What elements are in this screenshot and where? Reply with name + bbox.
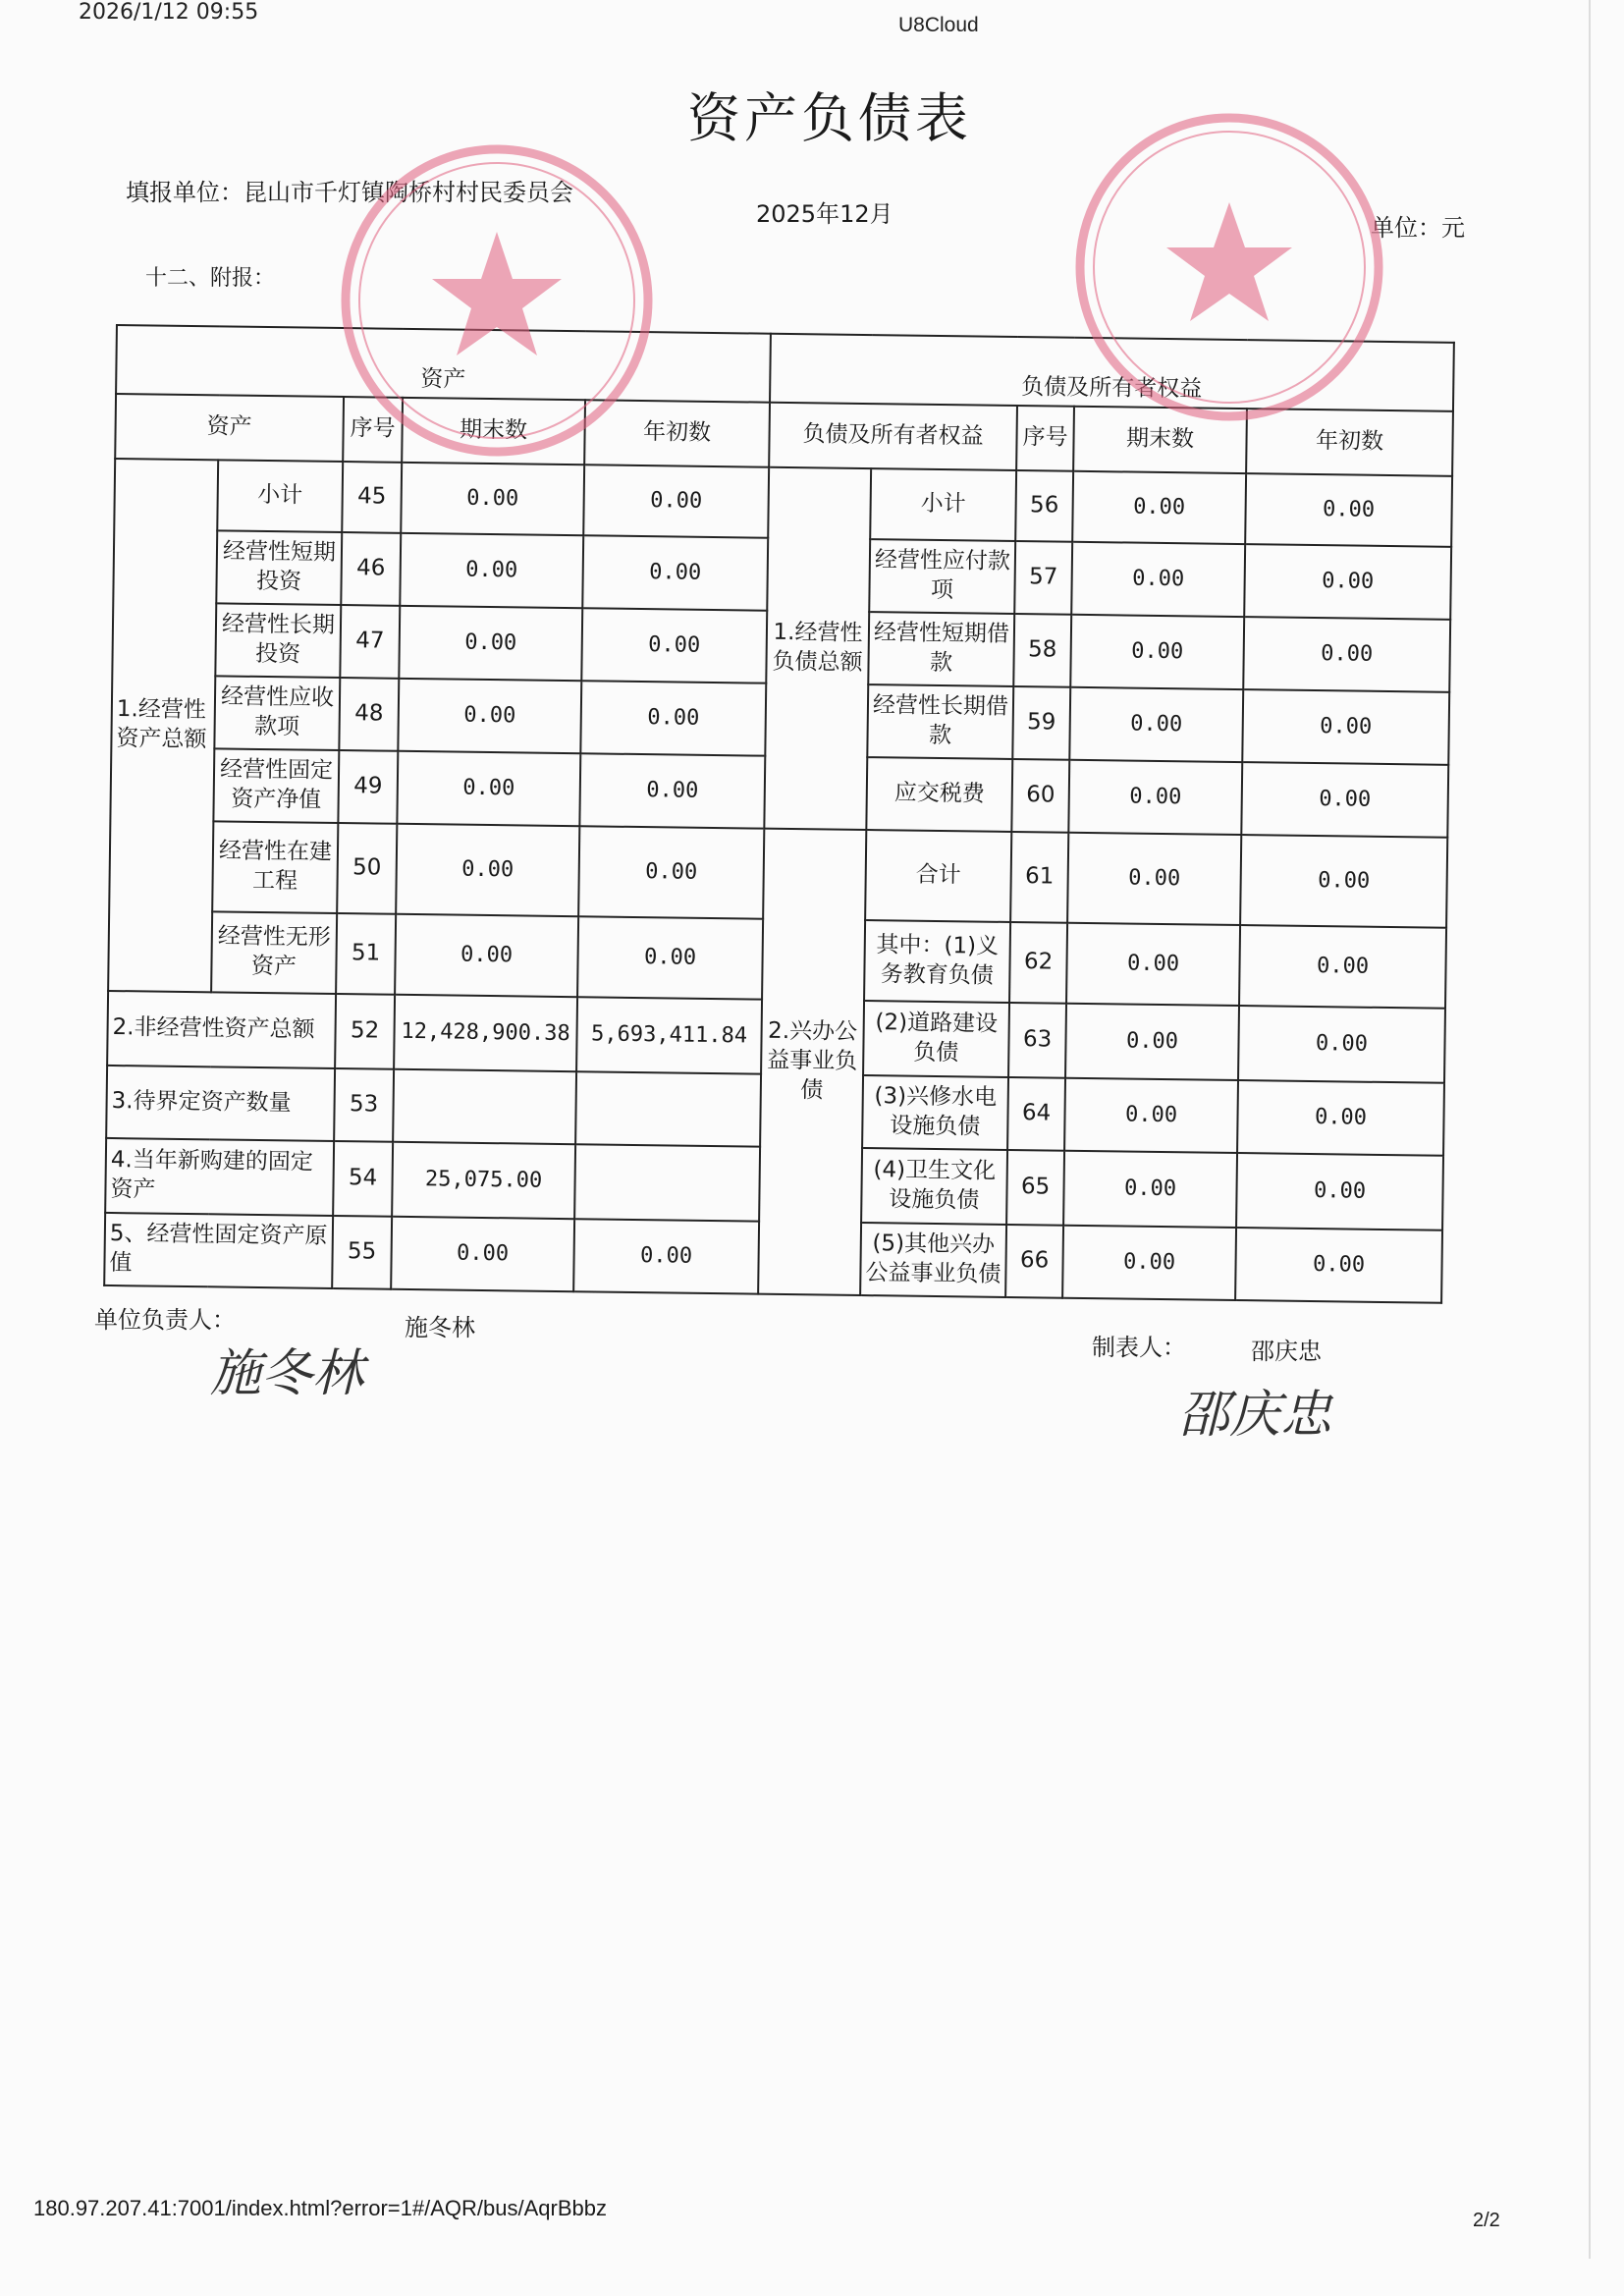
liab-end: 0.00 — [1065, 1004, 1239, 1080]
asset-label: 经营性长期投资 — [215, 603, 341, 678]
liab-group-public-welfare: 2.兴办公益事业负债 — [758, 829, 866, 1295]
liab-seq: 64 — [1007, 1077, 1065, 1151]
col-header-seq: 序号 — [343, 397, 403, 463]
asset-begin: 0.00 — [581, 608, 767, 683]
liab-label: (5)其他兴办公益事业负债 — [860, 1223, 1006, 1297]
liab-end: 0.00 — [1071, 542, 1245, 617]
table-row — [109, 820, 1447, 928]
asset-end: 25,075.00 — [392, 1142, 575, 1219]
liab-label: 应交税费 — [866, 757, 1012, 832]
liab-seq: 66 — [1005, 1225, 1063, 1298]
liab-label: 合计 — [865, 830, 1011, 922]
liab-seq: 62 — [1009, 922, 1067, 1004]
asset-end: 0.00 — [391, 1217, 574, 1291]
liab-end: 0.00 — [1063, 1151, 1237, 1228]
asset-label: 3.待界定资产数量 — [106, 1066, 335, 1141]
liab-begin: 0.00 — [1238, 1006, 1445, 1083]
preparer-label: 制表人： — [1092, 1334, 1186, 1361]
liab-label: (4)卫生文化设施负债 — [861, 1148, 1007, 1225]
asset-seq: 53 — [334, 1068, 394, 1142]
liab-end: 0.00 — [1067, 833, 1241, 925]
asset-label: 2.非经营性资产总额 — [107, 991, 336, 1068]
asset-begin: 0.00 — [579, 753, 765, 828]
liab-begin: 0.00 — [1244, 544, 1451, 620]
asset-begin: 0.00 — [577, 916, 763, 999]
balance-sheet-table — [103, 324, 1455, 1304]
page-edge-shadow — [1589, 0, 1591, 2259]
asset-begin: 0.00 — [582, 535, 768, 610]
liab-seq: 58 — [1013, 614, 1071, 687]
liab-seq: 65 — [1006, 1150, 1064, 1226]
liab-seq: 57 — [1014, 541, 1072, 615]
liab-label: 经营性应付款项 — [869, 539, 1015, 614]
col-header-liab: 负债及所有者权益 — [769, 403, 1017, 470]
asset-label: 4.当年新购建的固定资产 — [105, 1138, 334, 1216]
col-header-end: 期末数 — [1073, 407, 1247, 473]
liab-begin: 0.00 — [1245, 473, 1452, 547]
liab-label: 经营性短期借款 — [868, 612, 1014, 686]
asset-end: 0.00 — [396, 824, 579, 916]
liab-end: 0.00 — [1062, 1226, 1236, 1300]
asset-end: 0.00 — [395, 914, 578, 997]
unit-head-label: 单位负责人： — [94, 1306, 236, 1334]
asset-end: 0.00 — [400, 533, 583, 608]
col-header-end: 期末数 — [402, 398, 585, 465]
asset-group-operating: 1.经营性资产总额 — [108, 459, 218, 992]
asset-end: 0.00 — [399, 606, 582, 681]
asset-end: 0.00 — [401, 463, 584, 535]
col-header-seq: 序号 — [1016, 406, 1074, 471]
liab-begin: 0.00 — [1239, 925, 1446, 1009]
liab-end: 0.00 — [1066, 923, 1240, 1006]
liab-begin: 0.00 — [1237, 1080, 1444, 1156]
col-header-begin: 年初数 — [584, 400, 770, 466]
section-label: 十二、附报： — [145, 266, 276, 291]
liab-label: (2)道路建设负债 — [863, 1001, 1009, 1077]
liab-begin: 0.00 — [1235, 1228, 1442, 1303]
asset-label: 经营性应收款项 — [214, 676, 340, 750]
asset-begin: 5,693,411.84 — [576, 997, 762, 1073]
page-number: 2/2 — [1473, 2210, 1500, 2231]
asset-seq: 46 — [341, 532, 401, 606]
preparer-name: 邵庆忠 — [1251, 1338, 1322, 1365]
liab-begin: 0.00 — [1242, 689, 1449, 765]
asset-seq: 49 — [338, 750, 398, 824]
asset-seq: 52 — [335, 994, 395, 1069]
liab-end: 0.00 — [1070, 615, 1244, 689]
asset-label: 5、经营性固定资产原值 — [104, 1213, 333, 1288]
liab-seq: 63 — [1008, 1003, 1066, 1078]
asset-end: 0.00 — [397, 751, 580, 826]
asset-end: 12,428,900.38 — [394, 995, 577, 1071]
liab-end: 0.00 — [1064, 1078, 1238, 1153]
asset-begin: 0.00 — [578, 826, 764, 918]
asset-begin: 0.00 — [583, 465, 769, 537]
asset-begin: 0.00 — [573, 1219, 759, 1293]
liab-begin: 0.00 — [1243, 617, 1450, 692]
liab-group-operating: 1.经营性负债总额 — [764, 467, 871, 830]
asset-seq: 55 — [332, 1216, 392, 1289]
asset-label: 经营性在建工程 — [212, 821, 338, 913]
reporting-unit: 填报单位：昆山市千灯镇陶桥村村民委员会 — [126, 179, 573, 206]
preparer-signature: 邵庆忠 — [1178, 1386, 1332, 1445]
assets-group-header: 资产 — [116, 325, 771, 403]
liab-end: 0.00 — [1072, 471, 1246, 544]
unit-head-name: 施冬林 — [405, 1314, 475, 1341]
asset-seq: 51 — [336, 913, 396, 995]
asset-seq: 50 — [337, 823, 397, 914]
liab-seq: 60 — [1011, 759, 1069, 833]
asset-seq: 45 — [342, 462, 402, 533]
report-period: 2025年12月 — [756, 200, 893, 228]
liab-begin: 0.00 — [1240, 835, 1447, 928]
liab-label: 其中：(1)义务教育负债 — [864, 920, 1010, 1003]
liab-label: 小计 — [870, 468, 1016, 541]
unit-head-signature: 施冬林 — [210, 1344, 364, 1403]
liab-end: 0.00 — [1069, 687, 1243, 762]
print-datetime: 2026/1/12 09:55 — [79, 0, 259, 25]
currency-unit: 单位：元 — [1371, 214, 1465, 242]
liabilities-group-header: 负债及所有者权益 — [770, 334, 1454, 411]
liab-seq: 61 — [1010, 832, 1068, 923]
asset-begin — [575, 1071, 761, 1146]
footer-url: 180.97.207.41:7001/index.html?error=1#/AQR/bus/AqrBbbz — [33, 2196, 607, 2220]
liab-label: (3)兴修水电设施负债 — [862, 1075, 1008, 1150]
liab-begin: 0.00 — [1236, 1153, 1443, 1230]
asset-end — [393, 1069, 576, 1144]
liab-seq: 59 — [1012, 686, 1070, 760]
asset-seq: 48 — [339, 678, 399, 751]
asset-seq: 54 — [333, 1141, 393, 1217]
asset-label: 经营性无形资产 — [211, 911, 337, 994]
asset-label: 经营性短期投资 — [216, 530, 342, 605]
liab-begin: 0.00 — [1241, 762, 1448, 838]
page-title: 资产负债表 — [687, 87, 972, 149]
asset-begin: 0.00 — [580, 681, 766, 755]
asset-begin — [574, 1144, 760, 1221]
liab-seq: 56 — [1015, 470, 1073, 542]
asset-label: 小计 — [217, 460, 343, 532]
asset-label: 经营性固定资产净值 — [213, 748, 339, 823]
col-header-begin: 年初数 — [1246, 409, 1453, 476]
asset-seq: 47 — [340, 605, 400, 679]
col-header-asset: 资产 — [115, 394, 344, 462]
liab-label: 经营性长期借款 — [867, 684, 1013, 759]
app-name: U8Cloud — [898, 14, 979, 36]
asset-end: 0.00 — [398, 679, 581, 753]
liab-end: 0.00 — [1068, 760, 1242, 835]
